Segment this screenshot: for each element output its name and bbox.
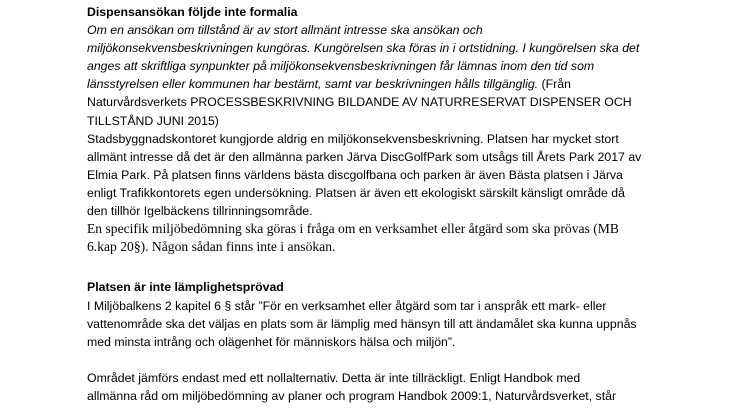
body-line-3: Elmia Park. På platsen finns världens bästa discgolfbana och parken är även Bästa platsen i Järva (87, 167, 623, 182)
quote-line-1: Om en ansökan om tillstånd är av stort allmänt intresse ska ansökan och (87, 23, 483, 38)
serif-line-2: 6.kap 20§). Någon sådan finns inte i ansökan. (87, 239, 336, 255)
s2-body-line-2: vattenområde ska det väljas en plats som är lämplig med hänsyn till att ändamålet ska kunna uppnås (87, 316, 637, 331)
body-line-4: enligt Trafikkontorets egen undersökning. Platsen är även ett ekologiskt särskilt känsligt område då (87, 185, 625, 200)
document-page (87, 3, 727, 405)
quote-source-inline: (Från (538, 77, 571, 92)
serif-line-1: En specifik miljöbedömning ska göras i fråga om en verksamhet eller åtgärd som ska prövas (MB (87, 221, 619, 237)
section-heading-formalia: Dispensansökan följde inte formalia (87, 5, 298, 19)
body-line-2: allmänt intresse då det är den allmänna parken Järva DiscGolfPark som utsågs till Årets Park 2017 av (87, 149, 642, 164)
quote-line-3: anges att skriftliga synpunkter på miljökonsekvensbeskrivningen får lämnas inom den tid som (87, 59, 595, 74)
section-heading-lamplighet: Platsen är inte lämplighetsprövad (87, 280, 284, 295)
quote-line-4: länsstyrelsen eller kommunen har bestämt, samt var beskrivningen hålls tillgänglig. (87, 77, 539, 92)
s2-body-line-3: med minsta intrång och olägenhet för människors hälsa och miljön”. (87, 334, 456, 349)
s2-body-line-1: I Miljöbalkens 2 kapitel 6 § står ”För en verksamhet eller åtgärd som tar i anspråk ett mark- eller (87, 298, 607, 313)
paragraph-gap (87, 256, 727, 274)
s3-body-line-1: Området jämförs endast med ett nollalternativ. Detta är inte tillräckligt. Enligt Handbok med (87, 370, 581, 385)
source-line-2: TILLSTÅND JUNI 2015) (87, 113, 219, 128)
quote-line-2: miljökonsekvensbeskrivningen kungöras. Kungörelsen ska föras in i ortstidning. I kungörelsen ska det (87, 41, 640, 56)
paragraph-gap-2 (87, 351, 727, 369)
source-line-1: Naturvårdsverkets PROCESSBESKRIVNING BILDANDE AV NATURRESERVAT DISPENSER OCH (87, 95, 632, 110)
body-line-5: den tillhör Igelbäckens tillrinningsområde. (87, 204, 313, 219)
s3-body-line-2: allmänna råd om miljöbedömning av planer och program Handbok 2009:1, Naturvårdsverket, står (87, 388, 617, 403)
body-line-1: Stadsbyggnadskontoret kungjorde aldrig en miljökonsekvensbeskrivning. Platsen har mycket stort (87, 131, 619, 146)
quote-line-4-wrapper (87, 75, 727, 93)
